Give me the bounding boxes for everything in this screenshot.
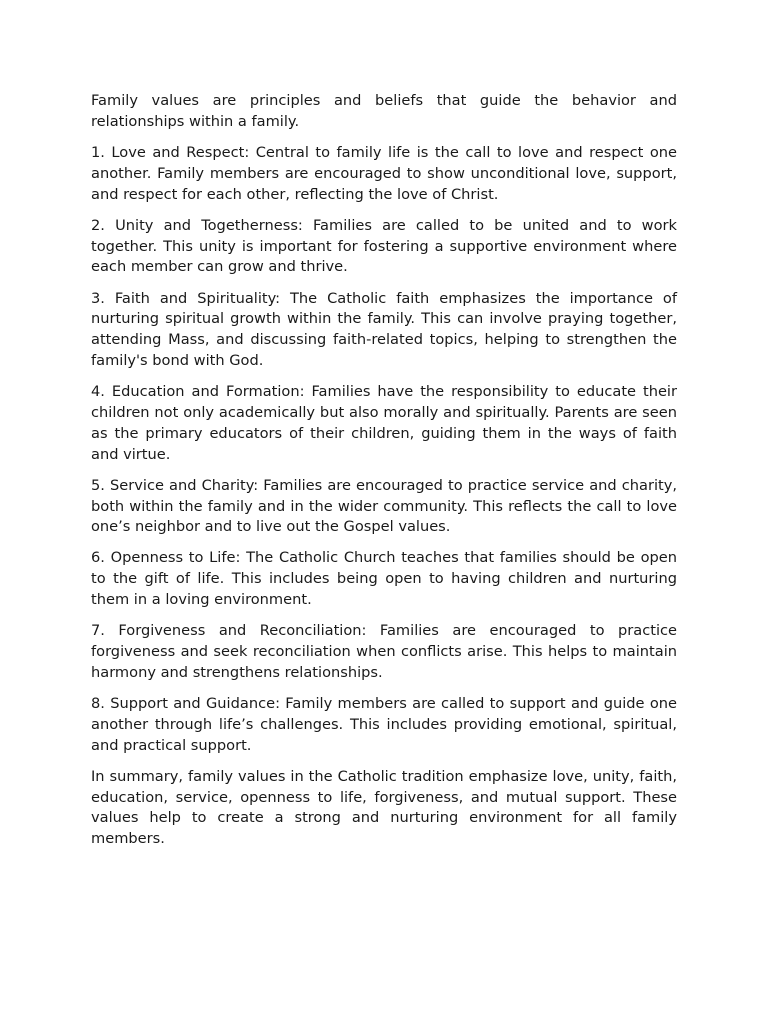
intro-paragraph: Family values are principles and beliefs that guide the behavior and relationships within a family. [91,92,677,130]
value-item-education: 4. Education and Formation: Families have the responsibility to educate their children not only academically but also morally and spiritually. Parents are seen as the primary educators of their children, guiding them in the ways of faith and virtue. [91,383,677,463]
value-item-support: 8. Support and Guidance: Family members are called to support and guide one another through life’s challenges. This includes providing emotional, spiritual, and practical support. [91,695,677,754]
value-item-love-respect: 1. Love and Respect: Central to family life is the call to love and respect one another. Family members are encouraged to show unconditional love, support, and respect for each other, reflecting the love of Christ. [91,143,677,203]
value-item-openness: 6. Openness to Life: The Catholic Church teaches that families should be open to the gift of life. This includes being open to having children and nurturing them in a loving environment. [91,549,677,609]
document-body [91,91,677,860]
value-item-forgiveness: 7. Forgiveness and Reconciliation: Families are encouraged to practice forgiveness and seek reconciliation when conflicts arise. This helps to maintain harmony and strengthens relationships. [91,622,677,681]
value-item-service: 5. Service and Charity: Families are encouraged to practice service and charity, both within the family and in the wider community. This reflects the call to love one’s neighbor and to live out the Gospel values. [91,476,677,536]
summary-paragraph: In summary, family values in the Catholic tradition emphasize love, unity, faith, education, service, openness to life, forgiveness, and mutual support. These values help to create a strong and nurturing environment for all family members. [91,767,677,848]
value-item-faith: 3. Faith and Spirituality: The Catholic faith emphasizes the importance of nurturing spiritual growth within the family. This can involve praying together, attending Mass, and discussing faith-related topics, helping to strengthen the family's bond with God. [91,289,677,369]
value-item-unity: 2. Unity and Togetherness: Families are called to be united and to work together. This unity is important for fostering a supportive environment where each member can grow and thrive. [91,216,677,276]
